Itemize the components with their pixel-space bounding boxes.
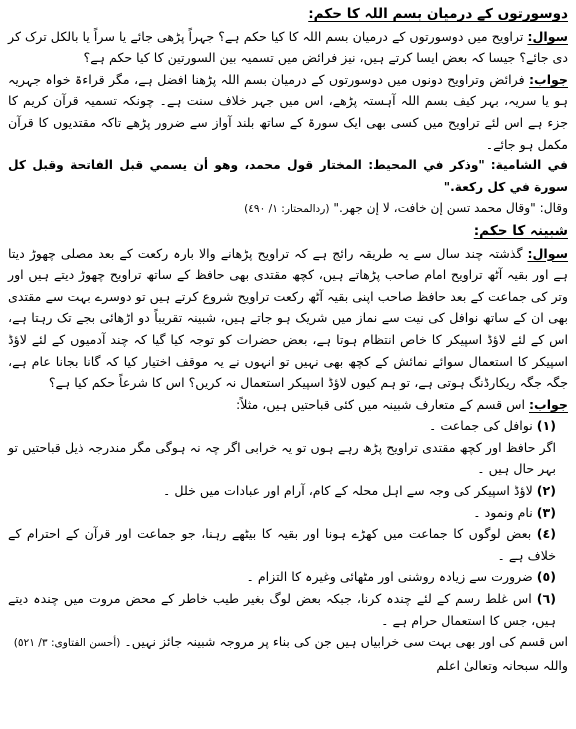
answer-label: جواب: <box>529 71 568 87</box>
item-text: اگر حافظ اور کچھ مقتدی تراویح پڑھ رہے ہوں تو یہ خرابی اگر چہ نہ ہوگی مگر مندرجہ ذیل قباحتیں تو بہر حال ہیں ۔ <box>8 439 556 477</box>
item-number: (٢) <box>536 483 556 499</box>
item-text: بعض لوگوں کا جماعت میں کھڑے ہونا اور بقیہ کا بیٹھے رہنا، جو جماعت اور قرآن کے احترام کے خلاف ہے ۔ <box>8 526 556 563</box>
question-text: تراویح میں دوسورتوں کے درمیان بسم اللہ کا کیا حکم ہے؟ جہراً پڑھی جائے یا سراً یا بالکل ترک کر دی جائے؟ جیسا کہ بعض ایسا کرتے ہیں، نیز فرائض میں تسمیہ بین السورتین کا کیا حکم ہے؟ <box>8 28 568 66</box>
list-item <box>8 566 556 588</box>
list-item <box>8 502 556 524</box>
citation-text-2: وقال: "وقال محمد تسن إن خافت، لا إن جهر." <box>333 201 568 216</box>
item-number: (٣) <box>536 504 556 520</box>
question-bismillah <box>8 26 568 69</box>
answer-bismillah <box>8 69 568 155</box>
section-heading-bismillah: دوسورتوں کے درمیان بسم اللہ کا حکم: <box>308 6 568 22</box>
item-text: ضرورت سے زیادہ روشنی اور مٹھائی وغیرہ کا التزام ۔ <box>246 569 533 585</box>
list-item <box>8 415 556 437</box>
item-text: لاؤڈ اسپیکر کی وجہ سے اہل محلہ کے کام، آرام اور عبادات میں خلل ۔ <box>163 483 533 499</box>
question-label: سوال: <box>527 28 568 44</box>
list-item <box>8 523 556 566</box>
item-number: (٥) <box>536 569 556 585</box>
citation-source: في الشامية: <box>490 158 568 173</box>
conclusion-reference: (أحسن الفتاوى: ٣/ ٥٢١) <box>13 637 121 650</box>
list-item <box>8 480 556 502</box>
item-number: (١) <box>536 418 556 434</box>
drawbacks-list <box>8 415 568 631</box>
question-label: سوال: <box>527 245 568 261</box>
answer-text: اس قسم کے متعارف شبینہ میں کئی قباحتیں ہیں، مثلاً: <box>235 396 525 412</box>
question-text: گذشتہ چند سال سے یہ طریقہ رائج ہے کہ تراویح پڑھانے والا بارہ رکعت کے بعد مصلی چھوڑ دیتا ہے اور بقیہ آٹھ تراویح امام صاحب پڑھاتے ہیں، کچھ مقتدی بھی حافظ کے ساتھ تراویح چھوڑ دیتے ہیں اور وتر کی جماعت کے بعد حافظ صاحب اپنی بقیہ آٹھ رکعت تراویح شروع کرتے ہیں تو دوسرے بہت سے مقتدی بھی ان کے ساتھ نوافل کی نیت سے نماز میں شریک ہو جاتے ہیں، شبینہ تقریباً دو اڑھائی بجے تک رہتا ہے، اس کے لئے لاؤڈ اسپیکر کا خاص انتظام ہوتا ہے، بعض حضرات کو توجہ کیا گیا کہ چند آدمیوں کے لئے لاؤڈ اسپیکر کا استعمال سوائے نمائش کے کچھ بھی نہیں تو انہوں نے یہ موقف اختیار کیا کہ گانا بجانا عام ہے، جگہ جگہ ریکارڈنگ ہوتی ہے، تو ہم کیوں لاؤڈ اسپیکر استعمال نہ کریں؟ اس کا شرعاً حکم کیا ہے؟ <box>8 245 568 391</box>
list-item <box>8 437 556 480</box>
answer-shabina <box>8 394 568 416</box>
answer-text: فرائض وتراویح دونوں میں دوسورتوں کے درمیان بسم اللہ پڑھنا افضل ہے، مگر قراءۃ خواہ جہریہ ہو یا سریہ، بہر کیف بسم اللہ آہستہ پڑھے، اس میں جہر خلاف سنت ہے۔ چونکہ تسمیہ قرآن کریم کا جزء ہے اس لئے تراویح میں کسی بھی ایک سورۃ کے ساتھ بلند آواز سے ضرور پڑھے تاکہ مقتدیوں کا قرآن مکمل ہو جائے۔ <box>8 71 568 152</box>
citation-text: "وذكر في المحيط: المختار قول محمد، وهو أن يسمي قبل الفاتحة وقبل كل سورة في كل ركعة." <box>8 158 568 194</box>
conclusion <box>8 631 568 655</box>
conclusion-text: اس قسم کی اور بھی بہت سی خرابیاں ہیں جن کی بناء پر مروجہ شبینہ جائز نہیں۔ <box>124 634 568 650</box>
answer-label: جواب: <box>529 396 568 412</box>
item-number: (٦) <box>536 591 556 607</box>
arabic-citation-shamiya <box>8 155 568 198</box>
closing-formula: واللہ سبحانہ وتعالیٰ اعلم <box>436 657 568 673</box>
arabic-citation-2 <box>8 198 568 221</box>
item-text: نام ونمود ۔ <box>473 504 533 520</box>
item-text: اس غلط رسم کے لئے چندہ کرنا، جبکہ بعض لوگ بغیر طیب خاطر کے محض مروت میں چندہ دیتے ہیں، جس کا استعمال حرام ہے ۔ <box>8 591 556 628</box>
question-shabina <box>8 243 568 394</box>
item-text: نوافل کی جماعت ۔ <box>429 418 533 434</box>
section-heading-shabina: شبینہ کا حکم: <box>473 222 568 239</box>
item-number: (٤) <box>536 526 556 542</box>
citation-reference: (ردالمحتار: ١/ ٤٩٠) <box>244 203 330 216</box>
list-item <box>8 588 556 631</box>
